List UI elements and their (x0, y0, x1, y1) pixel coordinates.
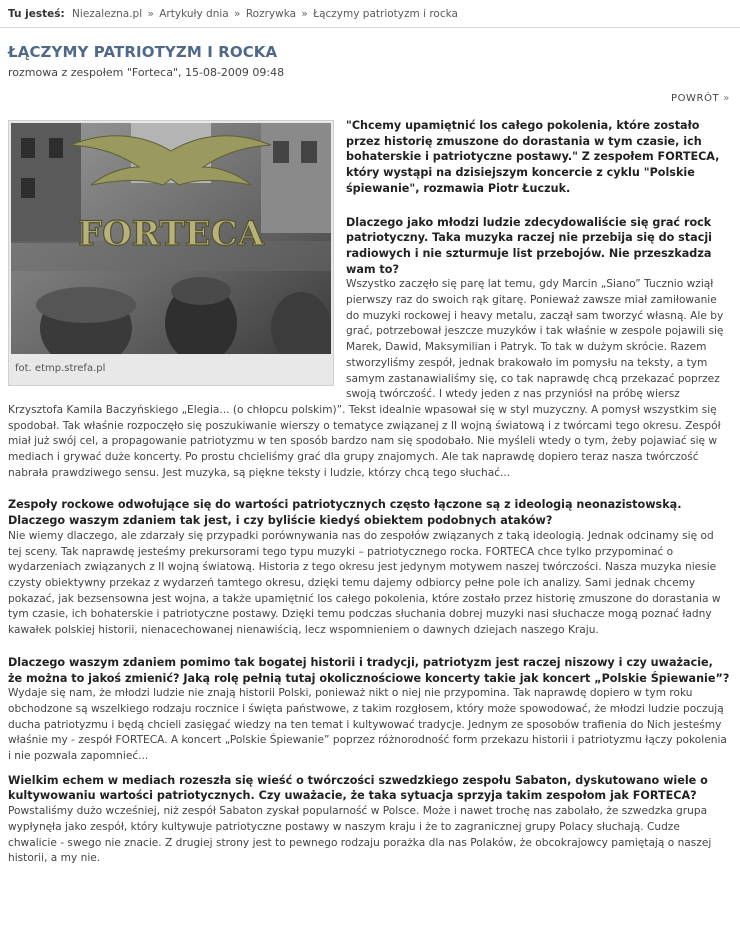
interview-answer: Wszystko zaczęło się parę lat temu, gdy Marcin „Siano” Tucznio wziął pierwszy raz do swoich rąk gitarę. Ponieważ zawsze miał zamiłowanie do muzyki rockowej i heavy metalu, zaczął sam tworzyć własną. Ale by grać, potrzebował jeszcze muzyków i tak właśnie w zespole pojawili się Marek, Dawid, Maksymilian i Patryk. To tak w dużym skrócie. Razem stworzyliśmy zespół, jednak brakowało im pomysłu na teksty, a tym samym zastanawialiśmy się, co tak naprawdę chcą przekazać poprzez swoją twórczość. I wtedy jeden z nas przyniósł na próbę wiersz Krzysztofa Kamila Baczyńskiego „Elegia... (o chłopcu polskim)”. Tekst idealnie wpasował się w styl muzyczny. A pomysł wszystkim się spodobał. Tak właśnie rozpoczęło się poszukiwanie wierszy o tematyce związanej z II wojną światową i z twórcami tego okresu. Zespół miał już swój cel, a propagowanie patriotyzmu w ten sposób bardzo nam się spodobało. Nie myśleli wtedy o tym, żeby pojawiać się w mediach i grywać duże koncerty. Po prostu chcieliśmy grać dla grupy znajomych. Ale tak naprawdę dopiero teraz nasza twórczość nabrała prawdziwego sensu. Jest muzyka, są piękne teksty i ludzie, którzy chcą tego słuchać... (8, 278, 724, 479)
breadcrumb-current[interactable]: Łączymy patriotyzm i rocka (313, 8, 458, 20)
band-photo-image (11, 123, 331, 354)
back-link-label[interactable]: POWRÓT (670, 93, 720, 104)
interview-question: Zespoły rockowe odwołujące się do wartości patriotycznych często łączone są z ideologią neonazistowską. Dlaczego waszym zdaniem tak jest, i czy byliście kiedyś obiektem podobnych ataków? (8, 498, 682, 528)
section-spacer (8, 481, 730, 497)
breadcrumb-label: Tu jesteś: (8, 8, 65, 20)
breadcrumb-link-entertainment[interactable]: Rozrywka (245, 8, 297, 20)
interview-answer: Wydaje się nam, że młodzi ludzie nie znają historii Polski, ponieważ nikt o niej nie przypomina. Tak naprawdę dopiero w tym roku obchodzone są wszelkiego rodzaju rocznice i święta państwowe, z takim rozgłosem, który może spowodować, że młodzi ludzie poczują ducha patriotyzmu i będą chcieli zasięgać wiedzy na ten temat i kultywować tradycje. Jednym ze sposobów trafienia do Nich jesteśmy właśnie my - zespół FORTECA. A koncert „Polskie Śpiewanie” poprzez różnorodność form przekazu historii i patriotyzmu łączy pokolenia i nie pozwala zapomnieć... (8, 687, 727, 763)
breadcrumb-link-articles[interactable]: Artykuły dnia (159, 8, 229, 20)
interview-answer: Powstaliśmy dużo wcześniej, niż zespół Sabaton zyskał popularność w Polsce. Może i nawet trochę nas zabolało, że szwedzka grupa wypłynęła jako zespół, który kultywuje patriotyczne postawy w naszym kraju i że to zagranicznej grupy Polacy słuchają. Cudze chwalicie - swego nie znacie. Z drugiej strony jest to pewnego rodzaju porażka dla nas Polaków, że obcokrajowcy pamiętają o naszej historii, a my nie. (8, 805, 712, 865)
back-link[interactable] (671, 93, 730, 104)
section-spacer (8, 765, 730, 773)
chevron-right-icon: » (723, 93, 730, 104)
photo-caption: fot. etmp.strefa.pl (15, 363, 106, 374)
section-spacer (8, 639, 730, 655)
page-title: ŁĄCZYMY PATRIOTYZM I ROCKA (8, 43, 278, 61)
interview-question: Dlaczego jako młodzi ludzie zdecydowaliście się grać rock patriotyczny. Taka muzyka raczej nie przebija się do stacji radiowych i nie szturmuje list przebojów. Nie przeszkadza wam to? (346, 215, 713, 276)
article-body (8, 118, 730, 867)
logo-text: FORTECA (77, 214, 265, 254)
breadcrumb (0, 0, 740, 28)
band-collage-illustration (11, 123, 331, 354)
interview-question: Wielkim echem w mediach rozeszła się wieść o twórczości szwedzkiego zespołu Sabaton, dyskutowano wiele o kultywowaniu wartości patriotycznych. Czy uważacie, że taka sytuacja sprzyja takim zespołom jak FORTECA? (8, 773, 708, 803)
breadcrumb-separator: » (234, 8, 241, 20)
breadcrumb-link-home[interactable]: Niezalezna.pl (72, 8, 143, 20)
breadcrumb-separator: » (147, 8, 154, 20)
article-subtitle: rozmowa z zespołem "Forteca", 15-08-2009 09:48 (8, 66, 285, 79)
breadcrumb-separator: » (301, 8, 308, 20)
article-lead: "Chcemy upamiętnić los całego pokolenia, które zostało przez historię zmuszone do dorastania w tym czasie, ich bohaterskie i patriotyczne postawy." Z zespołem FORTECA, który wystąpi na dzisiejszym koncercie z cyklu "Polskie śpiewanie", rozmawia Piotr Łuczuk. (346, 119, 720, 195)
interview-answer: Nie wiemy dlaczego, ale zdarzały się przypadki porównywania nas do zespołów związanych z taką ideologią. Jednak odcinamy się od tej sceny. Tak naprawdę jesteśmy prekursorami tego typu muzyki – patriotycznego rocka. FORTECA chce tylko przypominać o wydarzeniach związanych z II wojną światową. Historia z tego okresu jest jedynym motywem naszej twórczości. Nasza muzyka niesie czysty obiektywny przekaz z wydarzeń tamtego okresu, dzięki temu dajemy odbiorcy pełne pole ich analizy. Sami jednak chcemy pokazać, jak bezsensowna jest wojna, a także upamiętnić los całego pokolenia, które zostało przez historię zmuszone do dorastania w tym czasie, ich bohaterskie i patriotyczne postawy. Dzięki temu podczas słuchania dobrej muzyki nasi słuchacze mogą poznać ładny kawałek polskiej historii, nienacechowanej nienawiścią, lecz wspomnieniem o dawnych dziejach naszego Kraju. (8, 529, 721, 637)
interview-question: Dlaczego waszym zdaniem pomimo tak bogatej historii i tradycji, patriotyzm jest raczej niszowy i czy uważacie, że można to jakoś zmienić? Jaką rolę pełnią tutaj okolicznościowe koncerty takie jak koncert „Polskie Śpiewanie”? (8, 655, 730, 685)
article-photo (8, 120, 334, 386)
